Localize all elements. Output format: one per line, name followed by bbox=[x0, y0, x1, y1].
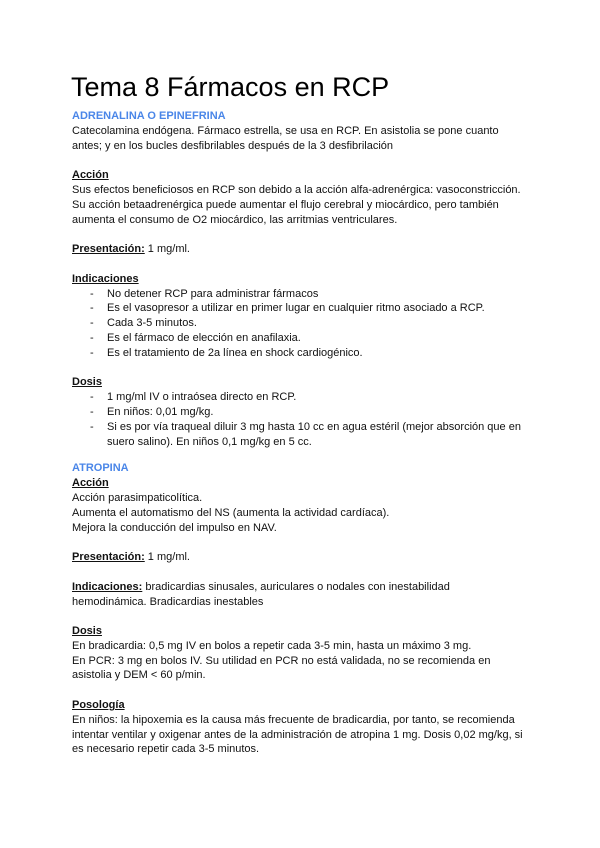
list-item: - Es el fármaco de elección en anafilaxia. bbox=[72, 331, 540, 346]
subheading-presentacion: Presentación: bbox=[72, 551, 145, 564]
page-title: Tema 8 Fármacos en RCP bbox=[71, 72, 390, 102]
dosis-list bbox=[72, 390, 540, 449]
list-item: - Cada 3-5 minutos. bbox=[72, 316, 540, 331]
section-heading-adrenalina: ADRENALINA O EPINEFRINA bbox=[72, 110, 226, 122]
paragraph: Mejora la conducción del impulso en NAV. bbox=[72, 521, 277, 534]
subheading-presentacion: Presentación: bbox=[72, 243, 145, 256]
presentacion-value: 1 mg/ml. bbox=[144, 243, 190, 256]
list-item: - No detener RCP para administrar fármacos bbox=[72, 287, 540, 302]
list-item: - Es el tratamiento de 2a línea en shock cardiogénico. bbox=[72, 346, 540, 361]
paragraph: antes; y en los bucles desfibrilables después de la 3 desfibrilación bbox=[72, 139, 394, 152]
paragraph: Catecolamina endógena. Fármaco estrella, se usa en RCP. En asistolia se pone cuanto bbox=[72, 124, 499, 137]
paragraph: En PCR: 3 mg en bolos IV. Su utilidad en PCR no está validada, no se recomienda en bbox=[72, 654, 491, 667]
list-item: - 1 mg/ml IV o intraósea directo en RCP. bbox=[72, 390, 540, 405]
presentacion-value: 1 mg/ml. bbox=[144, 551, 190, 564]
subheading-indicaciones: Indicaciones: bbox=[72, 580, 143, 593]
list-item: - Es el vasopresor a utilizar en primer lugar en cualquier ritmo asociado a RCP. bbox=[72, 301, 540, 316]
paragraph: Sus efectos beneficiosos en RCP son debido a la acción alfa-adrenérgica: vasoconstricción. bbox=[72, 183, 521, 196]
subheading-accion: Acción bbox=[72, 169, 109, 182]
section-heading-atropina: ATROPINA bbox=[72, 462, 129, 475]
paragraph: En bradicardia: 0,5 mg IV en bolos a repetir cada 3-5 min, hasta un máximo 3 mg. bbox=[72, 639, 472, 652]
paragraph: es necesario repetir cada 3-5 minutos. bbox=[72, 743, 260, 756]
subheading-accion: Acción bbox=[72, 477, 109, 490]
paragraph: hemodinámica. Bradicardias inestables bbox=[72, 595, 264, 608]
paragraph: aumenta el consumo de O2 miocárdico, las arritmias ventriculares. bbox=[72, 213, 398, 226]
paragraph: intentar ventilar y oxigenar antes de la administración de atropina 1 mg. Dosis 0,02 mg/kg, si bbox=[72, 728, 523, 741]
indicaciones-list bbox=[72, 287, 540, 361]
paragraph: En niños: la hipoxemia es la causa más frecuente de bradicardia, por tanto, se recomienda bbox=[72, 713, 515, 726]
indicaciones-value: bradicardias sinusales, auriculares o nodales con inestabilidad bbox=[142, 580, 450, 593]
list-item: - En niños: 0,01 mg/kg. bbox=[72, 405, 540, 420]
subheading-dosis: Dosis bbox=[72, 625, 102, 638]
subheading-posologia: Posología bbox=[72, 699, 125, 712]
subheading-dosis: Dosis bbox=[72, 376, 102, 389]
subheading-indicaciones: Indicaciones bbox=[72, 272, 139, 285]
list-item: - Si es por vía traqueal diluir 3 mg hasta 10 cc en agua estéril (mejor absorción que en suero salino). En niños 0,1 mg/kg en 5 cc. bbox=[72, 420, 540, 450]
paragraph: Acción parasimpaticolítica. bbox=[72, 491, 203, 504]
paragraph: Su acción betaadrenérgica puede aumentar el flujo cerebral y miocárdico, pero también bbox=[72, 198, 499, 211]
paragraph: asistolia y DEM < 60 p/min. bbox=[72, 669, 206, 682]
paragraph: Aumenta el automatismo del NS (aumenta la actividad cardíaca). bbox=[72, 506, 390, 519]
